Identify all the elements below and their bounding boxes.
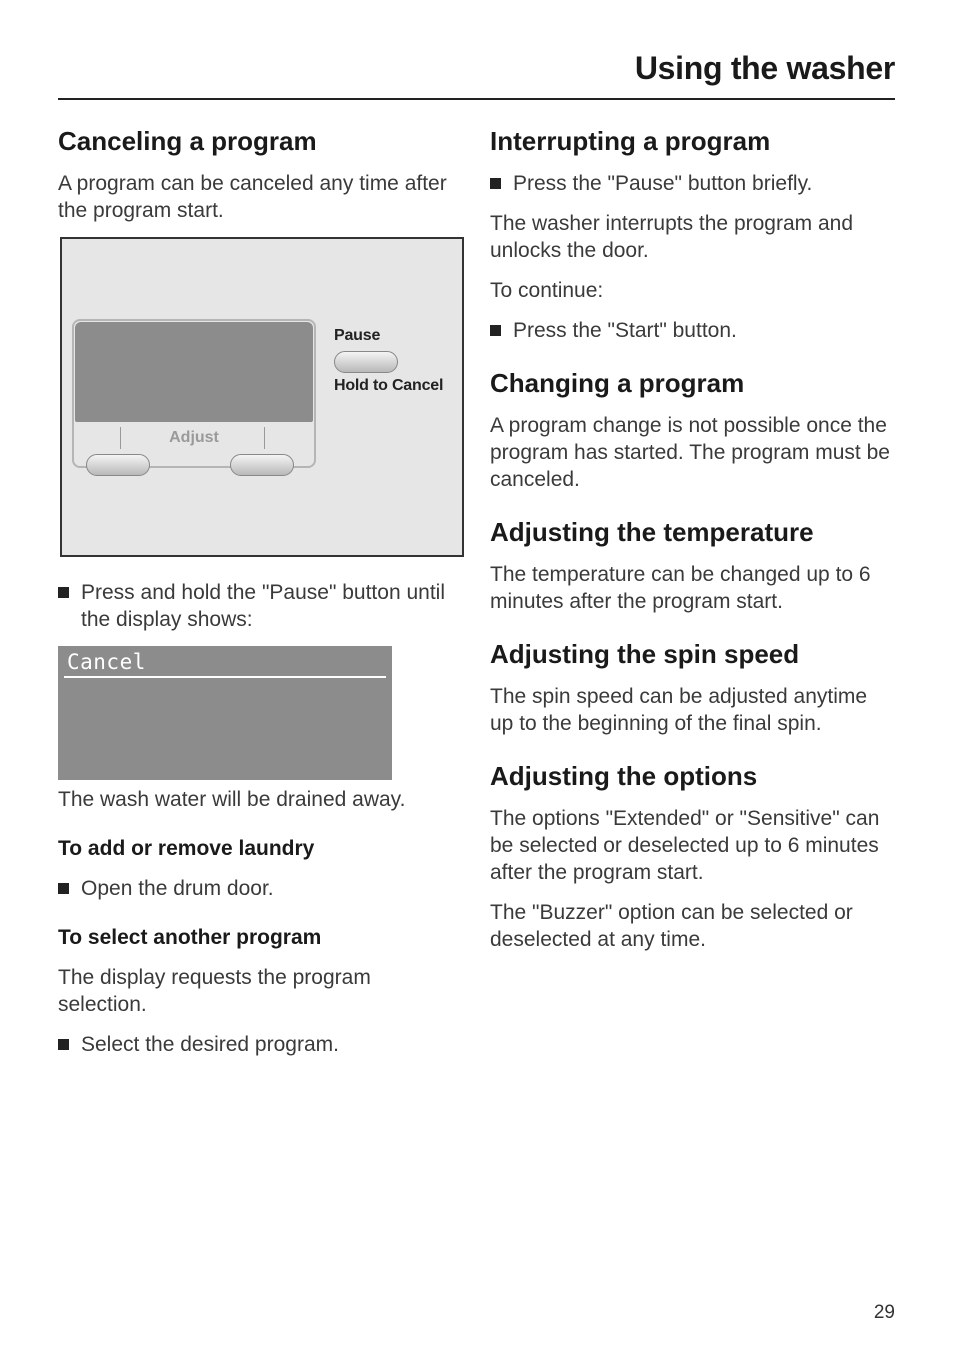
canceling-after: The wash water will be drained away. [58,788,406,811]
options-text-1: The options "Extended" or "Sensitive" can be selected or deselected up to 6 minutes after the program start. [490,807,880,884]
section-spin [490,637,895,737]
heading-select-other: To select another program [58,926,322,949]
heading-options: Adjusting the options [490,761,758,791]
spin-text: The spin speed can be adjusted anytime up to the beginning of the final spin. [490,685,868,735]
select-other-step: Select the desired program. [58,1031,463,1058]
select-other-text: The display requests the program selection. [58,966,371,1016]
panel-display-frame [72,319,316,468]
pause-label: Pause [334,327,381,344]
heading-interrupting: Interrupting a program [490,126,771,156]
panel-display [75,322,313,422]
section-interrupting [490,124,895,344]
heading-temperature: Adjusting the temperature [490,517,814,547]
display-underline [64,676,386,678]
heading-changing: Changing a program [490,368,745,398]
page-number: 29 [873,1302,895,1323]
adjust-minus-button [86,454,150,476]
section-canceling [58,124,463,813]
interrupt-text-1: The washer interrupts the program and unlocks the door. [490,212,854,262]
section-options [490,759,895,953]
adjust-label: Adjust [169,429,219,446]
heading-add-remove: To add or remove laundry [58,837,315,860]
temperature-text: The temperature can be changed up to 6 minutes after the program start. [490,563,871,613]
adjust-plus-button [230,454,294,476]
section-temperature [490,515,895,615]
title-divider [58,98,895,100]
section-add-remove [58,835,463,902]
section-changing [490,366,895,493]
heading-canceling: Canceling a program [58,126,317,156]
options-text-2: The "Buzzer" option can be selected or deselected at any time. [490,901,853,951]
heading-spin: Adjusting the spin speed [490,639,800,669]
interrupt-step-2: Press the "Start" button. [490,317,895,344]
page-title: Using the washer [634,50,895,86]
hold-to-cancel-label: Hold to Cancel [334,377,444,394]
canceling-step: Press and hold the "Pause" button until the display shows: [58,579,463,633]
interrupt-text-2: To continue: [490,279,604,302]
canceling-intro: A program can be canceled any time after the program start. [58,172,447,222]
display-cancel-text: Cancel [67,650,146,674]
right-column [490,124,895,975]
pause-button [334,351,398,373]
section-select-other [58,924,463,1058]
changing-text: A program change is not possible once the program has started. The program must be canceled. [490,414,890,491]
interrupt-step-1: Press the "Pause" button briefly. [490,170,895,197]
control-panel-illustration [60,237,464,557]
display-screen [58,646,392,780]
left-column [58,124,463,1080]
add-remove-step: Open the drum door. [58,875,463,902]
